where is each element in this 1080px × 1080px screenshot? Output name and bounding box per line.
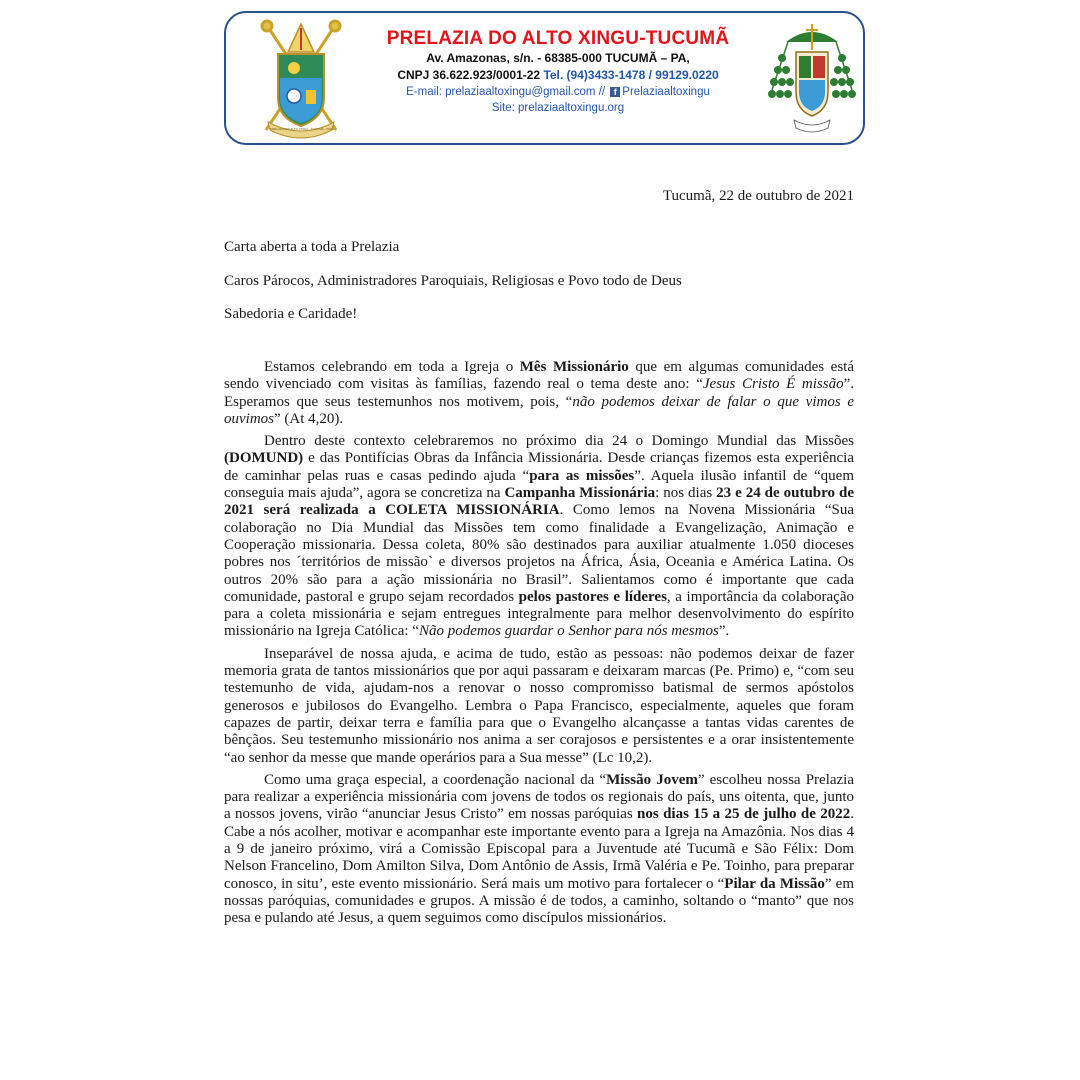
emphasis: Missão Jovem <box>606 771 698 788</box>
emphasis-italic: não podemos deixar de falar o que vimos e ouvimos <box>224 393 854 427</box>
org-phone: Tel. (94)3433-1478 / 99129.0220 <box>543 68 719 82</box>
email-link[interactable]: prelaziaaltoxingu@gmail.com <box>445 86 596 98</box>
paragraph-4: Como uma graça especial, a coordenação nacional da “Missão Jovem” escolheu nossa Prelazia para realizar a experiência missionária com jovens de todos os regionais do país, uns oitenta, que, junto a nossos jovens, virão “anunciar Jesus Cristo” em nossas paróquias nos dias 15 a 25 de julho de 2022. Cabe a nós acolher, motivar e acompanhar este importante evento para a Igreja na Amazônia. Nos dias 4 a 9 de janeiro próximo, virá a Comissão Episcopal para a Juventude até Tucumã e São Félix: Dom Nelson Francelino, Dom Amilton Silva, Dom Antônio de Assis, Irmã Valéria e Pe. Toinho, para preparar conosco, in situ’, este evento missionário. Será mais um motivo para fortalecer o “Pilar da Missão” em nossas paróquias, comunidades e grupos. A missão é de todos, a caminho, soltando o “manto” que nos pesa e pulando até Jesus, a quem seguimos como discípulos missionários. <box>224 771 854 927</box>
org-contact-line <box>348 67 768 84</box>
emphasis: Campanha Missionária <box>504 485 656 502</box>
org-site[interactable]: Site: prelaziaaltoxingu.org <box>491 102 625 114</box>
letterhead-text <box>348 28 768 116</box>
emphasis: pelos pastores e líderes <box>518 588 667 605</box>
letter-salutation: Caros Párocos, Administradores Paroquiais, Religiosas e Povo todo de Deus <box>224 273 682 289</box>
left-crest-motto: PRELAZIA DO ALTO XINGU · TUCUMÃ - PARÁ <box>270 127 334 131</box>
letter-subject: Carta aberta a toda a Prelazia <box>224 239 400 255</box>
letter-greeting: Sabedoria e Caridade! <box>224 306 358 322</box>
emphasis-italic: Não podemos guardar o Senhor para nós mesmos <box>418 623 719 640</box>
emphasis: nos dias 15 a 25 de julho de 2022 <box>637 806 851 823</box>
paragraph-2: Dentro deste contexto celebraremos no próximo dia 24 o Domingo Mundial das Missões (DOMUND) e das Pontifícias Obras da Infância Missionária. Desde crianças fizemos esta experiência de caminhar pelas ruas e casas pedindo ajuda “para as missões”. Aquela ilusão infantil de “quem conseguia mais ajuda”, agora se concretiza na Campanha Missionária: nos dias 23 e 24 de outubro de 2021 será realizada a COLETA MISSIONÁRIA. Como lemos na Novena Missionária “Sua colaboração no Dia Mundial das Missões tem como finalidade a Evangelização, Animação e Cooperação missionaria. Dessa coleta, 80% são destinados para auxiliar atualmente 1.050 dioceses pobres nos ´territórios de missão` e diversos projetos na África, Ásia, Oceania e América Latina. Os outros 20% são para a ação missionária no Brasil”. Salientamos como é importante que cada comunidade, pastoral e grupo sejam recordados pelos pastores e líderes, a importância da colaboração para a coleta missionária e sejam entregues integralmente para melhor desenvolvimento do espírito missionário na Igreja Católica: “Não podemos guardar o Senhor para nós mesmos”. <box>224 433 854 640</box>
motto-scroll-icon <box>794 120 830 132</box>
letter-body <box>224 359 854 933</box>
facebook-link[interactable]: Prelaziaaltoxingu <box>622 86 710 98</box>
bishop-coat-of-arms-icon <box>766 20 858 136</box>
emphasis: Pilar da Missão <box>724 875 825 892</box>
tassels-left-icon <box>768 42 794 98</box>
separator: // <box>598 86 606 98</box>
paragraph-3: Inseparável de nossa ajuda, e acima de tudo, estão as pessoas: não podemos deixar de fazer memoria grata de tantos missionários que por aqui passaram e deixaram marcas (Pe. Primo) e, “com seu testemunho de vida, ajudam-nos a renovar o nosso compromisso batismal de sermos apóstolos generosos e jubilosos do Evangelho. Lembra o Papa Francisco, especialmente, aqueles que foram capazes de partir, deixar terra e família para que o Evangelho alcançasse a tantas vidas carentes de bênçãos. Seu testemunho missionário nos anima a ser corajosos e persistentes e a orar insistentemente “ao senhor da messe que mande operários para a Sua messe” (Lc 10,2). <box>224 645 854 766</box>
letter-date: Tucumã, 22 de outubro de 2021 <box>662 188 854 204</box>
prelazia-coat-of-arms-icon <box>258 18 344 142</box>
emphasis: (DOMUND) <box>224 450 304 467</box>
org-name: PRELAZIA DO ALTO XINGU-TUCUMÃ <box>386 28 730 49</box>
emphasis: 23 e 24 de outubro de 2021 será realizada a COLETA MISSIONÁRIA <box>224 485 854 519</box>
facebook-icon: f <box>610 87 620 97</box>
tassels-right-icon <box>830 42 856 98</box>
emphasis: para as missões <box>529 467 635 484</box>
emphasis: Mês Missionário <box>519 359 629 375</box>
email-label: E-mail: <box>406 86 442 98</box>
org-address: Av. Amazonas, s/n. - 68385-000 TUCUMÃ – PA, <box>426 51 690 65</box>
paragraph-1: Estamos celebrando em toda a Igreja o Mês Missionário que em algumas comunidades está sendo vivenciado com visitas às famílias, fazendo real o tema deste ano: “Jesus Cristo É missão”. Esperamos que seus testemunhos nos motivem, pois, “não podemos deixar de falar o que vimos e ouvimos” (At 4,20). <box>224 359 855 427</box>
org-email-line <box>348 84 768 100</box>
emphasis-italic: Jesus Cristo É missão <box>702 376 844 393</box>
org-cnpj: CNPJ 36.622.923/0001-22 <box>397 68 541 82</box>
